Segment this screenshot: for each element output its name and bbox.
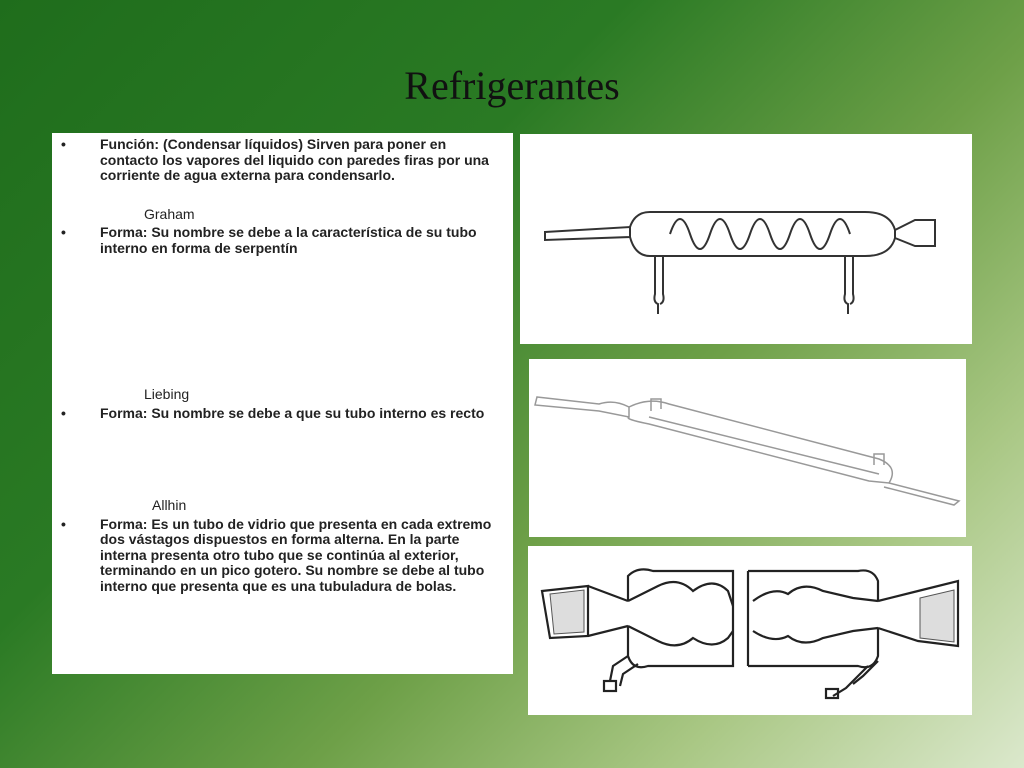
text-panel (52, 133, 513, 674)
intro-bullet: • Función: (Condensar líquidos) Sirven para poner en contacto los vapores del liquido con paredes firas por una corriente de agua externa para condensarlo. (60, 137, 503, 184)
liebig-condenser-image (529, 359, 966, 537)
graham-heading: Graham (144, 205, 195, 222)
allhin-heading: Allhin (152, 497, 187, 513)
liebing-bullet: • Forma: Su nombre se debe a que su tubo interno es recto (60, 406, 503, 422)
slide-title: Refrigerantes (404, 63, 620, 108)
graham-bullet: • Forma: Su nombre se debe a la característica de su tubo interno en forma de serpentín (60, 225, 503, 256)
liebing-heading: Liebing (144, 386, 190, 402)
graham-condenser-image (520, 134, 972, 344)
allihn-condenser-image (528, 546, 972, 715)
allhin-bullet: • Forma: Es un tubo de vidrio que presenta en cada extremo dos vástagos dispuestos en forma alterna. En la parte interna presenta otro tubo que se continúa al exterior, terminando en un pico gotero. Su nombre se debe al tubo interno que presenta que es una tubuladura de bolas. (60, 517, 503, 595)
